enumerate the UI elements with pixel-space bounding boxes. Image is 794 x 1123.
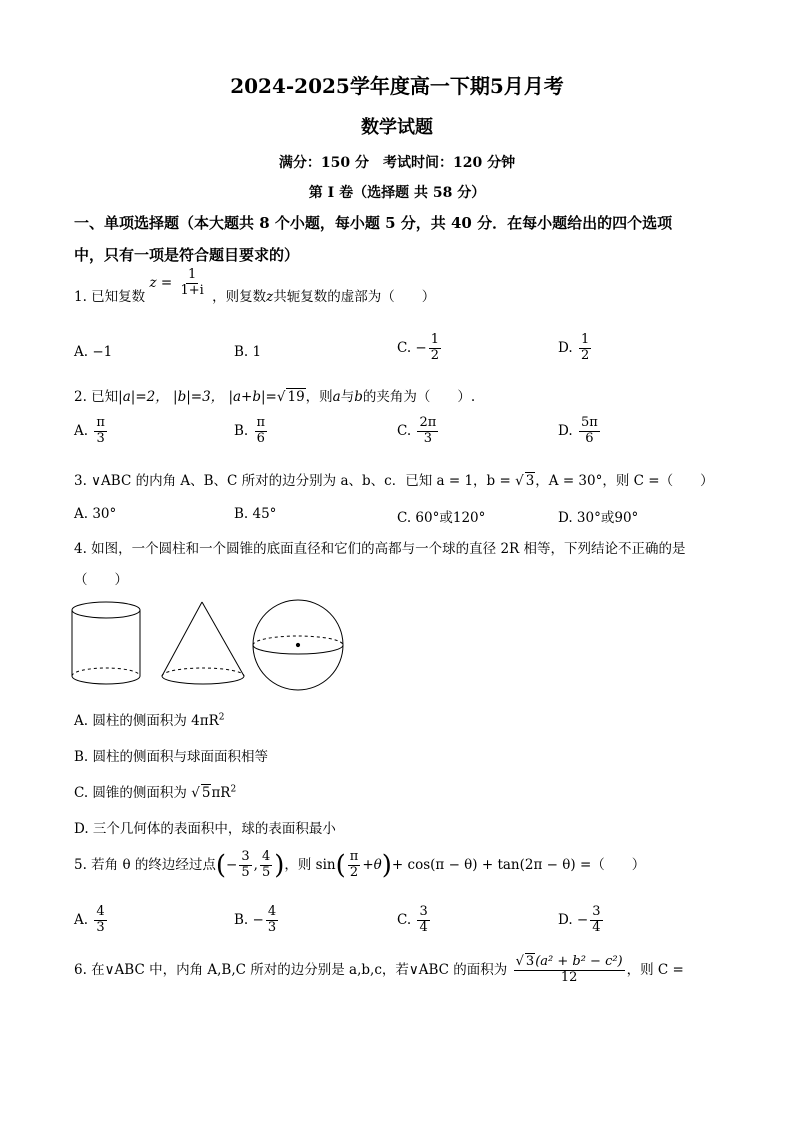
q2-option-a[interactable]: A. $\frac{\pi}{3}$ [74, 415, 105, 446]
q1-fraction: $\frac{1}{1+i}$ [180, 267, 204, 298]
geometry-figures [68, 598, 358, 698]
question-5: 5. 若角 θ 的终边经过点(− $\frac{3}{5}$ , $\frac{4}{5}$ )，则 sin( $\frac{\pi}{2}$ +θ)+ cos(π − θ) + tan(2π − θ) =（ ） [74, 849, 646, 881]
question-3: 3. ∨ABC 的内角 A、B、C 所对的边分别为 a、b、c．已知 a = 1，b = √ 3，A = 30°，则 C =（ ） [74, 473, 714, 489]
q3-option-b[interactable]: B. 45° [234, 506, 277, 522]
section-heading-line1: 一、单项选择题（本大题共 8 个小题，每小题 5 分，共 40 分．在每小题给出的四个选项 [74, 214, 673, 232]
q6-area-fraction: $\frac{\text{√ 3(a² + b² − c²)}}{12}$ [515, 954, 623, 985]
q2-option-c[interactable]: C. $\frac{2\pi}{3}$ [397, 415, 437, 446]
q1-z-lhs: z = [149, 274, 173, 291]
part-title: 第 I 卷（选择题 共 58 分） [308, 185, 486, 201]
q5-option-c[interactable]: C. $\frac{3}{4}$ [397, 904, 428, 935]
q5-option-a[interactable]: A. $\frac{4}{3}$ [74, 904, 105, 935]
section-heading-line2: 中，只有一项是符合题目要求的） [74, 246, 300, 264]
q5-option-d[interactable]: D. − $\frac{3}{4}$ [558, 904, 601, 935]
q2-option-b[interactable]: B. $\frac{\pi}{6}$ [234, 415, 266, 446]
q3-option-a[interactable]: A. 30° [74, 506, 117, 522]
q3-option-d[interactable]: D. 30°或90° [558, 510, 639, 526]
sphere-figure [253, 600, 343, 690]
cylinder-figure [72, 602, 140, 684]
question-4-line1: 4. 如图，一个圆柱和一个圆锥的底面直径和它们的高都与一个球的直径 2R 相等，下列结论不正确的是 [74, 541, 686, 557]
q1-option-a[interactable]: A. −1 [74, 344, 113, 360]
q1-option-c[interactable]: C. − $\frac{1}{2}$ [397, 332, 440, 363]
exam-title: 2024-2025学年度高一下期5月月考 [230, 74, 564, 98]
q1-option-d[interactable]: D. $\frac{1}{2}$ [558, 332, 590, 363]
exam-info: 满分：150 分 考试时间：120 分钟 [278, 155, 516, 171]
question-6: 6. 在∨ABC 中，内角 A,B,C 所对的边分别是 a,b,c，若∨ABC 的面积为 $\frac{\text{√ 3(a² + b² − c²)}}{12}$ ，则 C = [74, 954, 684, 985]
q2-option-d[interactable]: D. $\frac{5\pi}{6}$ [558, 415, 598, 446]
q4-option-d[interactable]: D. 三个几何体的表面积中，球的表面积最小 [74, 821, 336, 837]
question-4-line2: （ ） [74, 572, 128, 588]
question-2: 2. 已知|a|=2， |b|=3， |a+b|=√ 19，则a与b的夹角为（ ）. [74, 389, 476, 405]
q4-option-b[interactable]: B. 圆柱的侧面积与球面面积相等 [74, 749, 269, 765]
q1-text: 1. 已知复数 [74, 288, 146, 305]
cone-figure [162, 602, 244, 684]
question-1: 1. 已知复数 z = $\frac{1}{1+i}$ ，则复数z共轭复数的虚部为（ ） [74, 267, 436, 305]
q4-option-c[interactable]: C. 圆锥的侧面积为 √ $5\pi R^2$ [74, 784, 237, 801]
q5-option-b[interactable]: B. − $\frac{4}{3}$ [234, 904, 277, 935]
q4-option-a[interactable]: A. 圆柱的侧面积为 $4\pi R^2$ [74, 712, 225, 729]
q3-option-c[interactable]: C. 60°或120° [397, 510, 486, 526]
subject-title: 数学试题 [361, 117, 433, 138]
q1-option-b[interactable]: B. 1 [234, 344, 262, 360]
